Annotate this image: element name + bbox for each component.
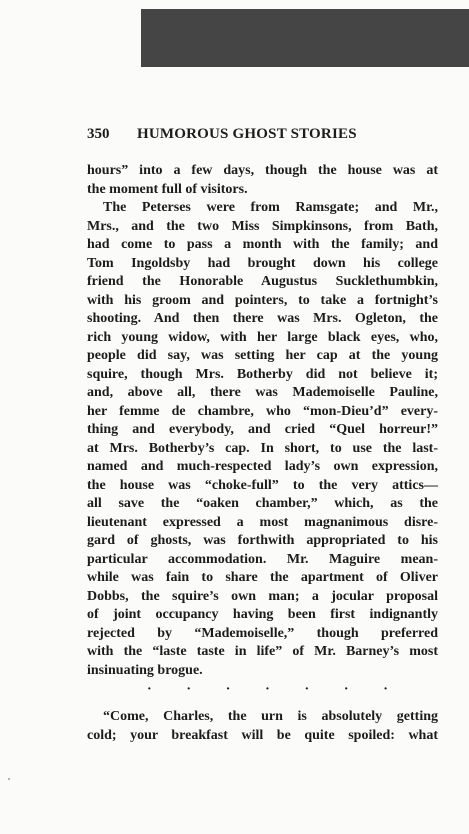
separator-dot: · bbox=[265, 682, 270, 697]
text-line: insinuating brogue. bbox=[87, 662, 203, 678]
text-line: the house was “choke-full” to the very attics— bbox=[87, 477, 438, 493]
text-line: with the “laste taste in life” of Mr. Barney’s most bbox=[87, 644, 438, 659]
separator-dot: · bbox=[225, 682, 231, 697]
section-separator bbox=[87, 680, 438, 708]
text-line: of joint occupancy having been first indignantly bbox=[87, 607, 438, 622]
text-line: The Peterses were from Ramsgate; and Mr., bbox=[103, 200, 438, 215]
text-line: with his groom and pointers, to take a fortnight’s bbox=[87, 292, 438, 308]
text-line: Mrs., and the two Miss Simpkinsons, from Bath, bbox=[87, 218, 438, 234]
text-line: cold; your breakfast will be quite spoiled: what bbox=[87, 727, 438, 743]
separator-dot: · bbox=[383, 682, 388, 697]
text-line: hours” into a few days, though the house was at bbox=[87, 163, 438, 178]
text-line: Dobbs, the squire’s own man; a jocular proposal bbox=[87, 588, 438, 604]
scan-speck bbox=[8, 778, 10, 780]
text-line: people did say, was setting her cap at the young bbox=[87, 348, 438, 363]
separator-dot: · bbox=[304, 682, 310, 697]
text-line: all save the “oaken chamber,” which, as the bbox=[87, 496, 438, 511]
text-line: Tom Ingoldsby had brought down his college bbox=[87, 255, 438, 271]
separator-dot: · bbox=[186, 682, 192, 697]
text-line: named and much-respected lady’s own expression, bbox=[87, 459, 438, 474]
text-line: her femme de chambre, who “mon-Dieu’d” every- bbox=[87, 403, 438, 419]
text-line: “Come, Charles, the urn is absolutely getting bbox=[103, 709, 438, 724]
separator-dot: · bbox=[343, 682, 349, 697]
text-line: squire, though Mrs. Botherby did not believe it; bbox=[87, 366, 438, 382]
text-line: at Mrs. Botherby’s cap. In short, to use the last- bbox=[87, 440, 438, 456]
text-line: particular accommodation. Mr. Maguire mean- bbox=[87, 551, 438, 567]
text-line: had come to pass a month with the family; and bbox=[87, 237, 438, 252]
page-header bbox=[87, 126, 357, 143]
text-line: gard of ghosts, was forthwith appropriated to his bbox=[87, 533, 438, 548]
text-line: shooting. And then there was Mrs. Ogleton, the bbox=[87, 311, 438, 326]
page-number: 350 bbox=[87, 126, 110, 142]
body-text bbox=[87, 162, 438, 745]
text-line: the moment full of visitors. bbox=[87, 181, 248, 197]
text-line: rich young widow, with her large black eyes, who, bbox=[87, 329, 438, 345]
text-line: and, above all, there was Mademoiselle Pauline, bbox=[87, 385, 438, 400]
text-line: friend the Honorable Augustus Sucklethumbkin, bbox=[87, 274, 438, 289]
separator-dot: · bbox=[147, 682, 152, 697]
text-line: lieutenant expressed a most magnanimous disre- bbox=[87, 514, 438, 530]
redaction-block bbox=[141, 9, 469, 67]
text-line: thing and everybody, and cried “Quel horreur!” bbox=[87, 422, 438, 437]
text-line: while was fain to share the apartment of Oliver bbox=[87, 570, 438, 585]
running-title: HUMOROUS GHOST STORIES bbox=[137, 126, 357, 142]
text-line: rejected by “Mademoiselle,” though preferred bbox=[87, 625, 438, 641]
